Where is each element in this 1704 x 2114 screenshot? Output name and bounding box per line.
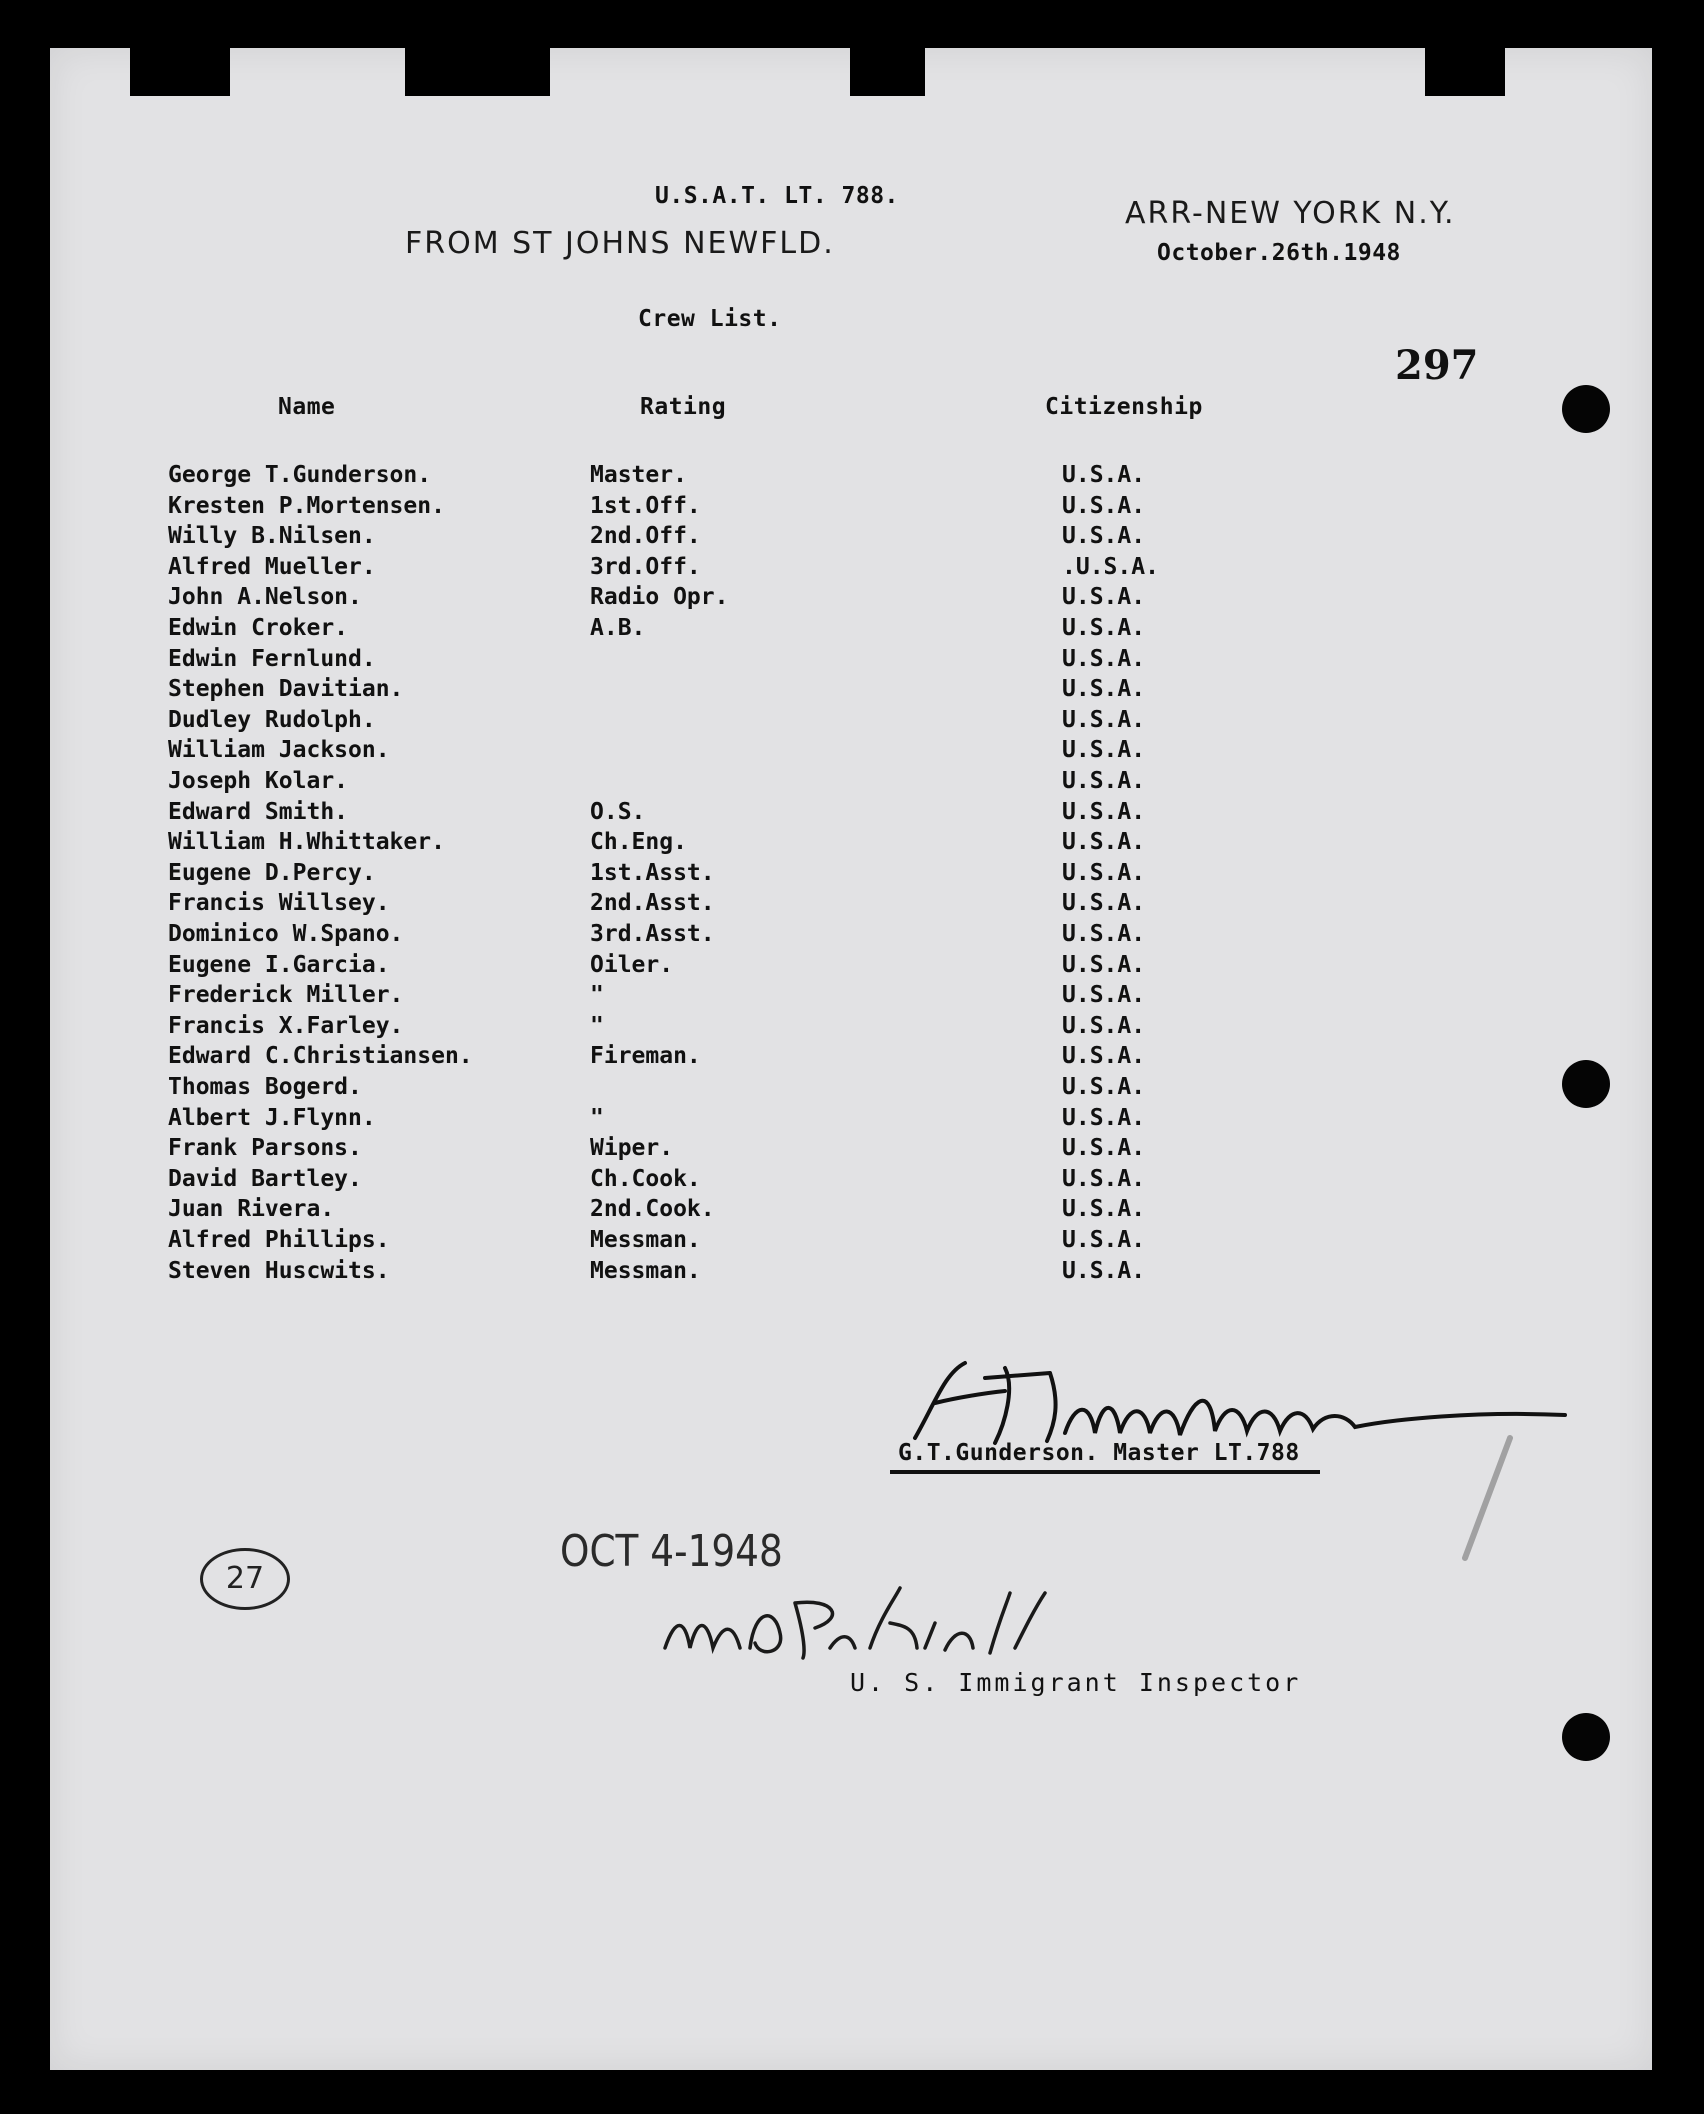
binding-notch (850, 48, 925, 96)
crew-name: Alfred Mueller. (168, 553, 376, 580)
crew-name: Eugene D.Percy. (168, 859, 376, 886)
crew-row (50, 768, 1250, 798)
crew-citizenship: U.S.A. (1062, 1196, 1146, 1223)
crew-name: Alfred Phillips. (168, 1227, 390, 1253)
crew-citizenship: U.S.A. (1062, 584, 1146, 611)
crew-row (50, 462, 1250, 492)
crew-row (50, 829, 1250, 859)
crew-row (50, 921, 1250, 951)
crew-citizenship: U.S.A. (1062, 676, 1146, 703)
crew-row (50, 1227, 1250, 1257)
crew-citizenship: U.S.A. (1062, 829, 1146, 856)
master-typed-name: G.T.Gunderson. Master LT.788 (898, 1440, 1300, 1466)
crew-name: Stephen Davitian. (168, 676, 404, 703)
crew-name: Frederick Miller. (168, 982, 404, 1009)
crew-row (50, 646, 1250, 676)
document-page (50, 48, 1652, 2070)
departure-port: FROM ST JOHNS NEWFLD. (405, 226, 835, 261)
crew-name: Edwin Croker. (168, 615, 349, 641)
crew-rating: Fireman. (590, 1043, 701, 1070)
crew-rating: Ch.Eng. (590, 829, 687, 856)
crew-name: Edward Smith. (168, 798, 349, 825)
crew-row (50, 952, 1250, 982)
column-header-citizenship: Citizenship (1045, 394, 1203, 420)
crew-rating: " (590, 1104, 604, 1131)
crew-rating: O.S. (590, 798, 646, 825)
crew-row (50, 584, 1250, 614)
crew-citizenship: U.S.A. (1062, 982, 1146, 1009)
crew-name: Francis X.Farley. (168, 1012, 404, 1039)
crew-rating: 2nd.Off. (590, 523, 701, 550)
document-title: Crew List. (638, 306, 782, 332)
crew-row (50, 1258, 1250, 1288)
crew-citizenship: U.S.A. (1062, 1135, 1146, 1162)
crew-name: Thomas Bogerd. (168, 1074, 362, 1100)
punch-hole (1562, 385, 1610, 433)
crew-citizenship: U.S.A. (1062, 706, 1146, 733)
crew-citizenship: U.S.A. (1062, 1074, 1146, 1100)
crew-name: Francis Willsey. (168, 890, 390, 917)
inspector-title: U. S. Immigrant Inspector (850, 1668, 1302, 1697)
crew-row (50, 707, 1250, 737)
crew-row (50, 493, 1250, 523)
crew-name: Dudley Rudolph. (168, 706, 376, 733)
crew-name: David Bartley. (168, 1165, 362, 1192)
page-number: 297 (1395, 342, 1479, 389)
crew-name: Albert J.Flynn. (168, 1104, 376, 1131)
crew-name: William Jackson. (168, 737, 390, 764)
crew-citizenship: U.S.A. (1062, 1012, 1146, 1039)
crew-citizenship: U.S.A. (1062, 523, 1146, 550)
crew-name: Willy B.Nilsen. (168, 523, 376, 550)
crew-citizenship: U.S.A. (1062, 798, 1146, 825)
crew-citizenship: U.S.A. (1062, 951, 1146, 978)
crew-citizenship: U.S.A. (1062, 890, 1146, 917)
inspector-signature (655, 1578, 1055, 1678)
crew-name: Eugene I.Garcia. (168, 951, 390, 978)
crew-rating: 3rd.Asst. (590, 921, 715, 947)
signature-underline (890, 1470, 1320, 1474)
crew-rating: Wiper. (590, 1135, 674, 1162)
crew-rating: " (590, 1012, 604, 1039)
master-signature-text: G.T. Gunderson (875, 1343, 884, 1344)
crew-rating: Messman. (590, 1257, 701, 1284)
crew-citizenship: U.S.A. (1062, 859, 1146, 886)
crew-citizenship: U.S.A. (1062, 1257, 1146, 1284)
crew-row (50, 1166, 1250, 1196)
vessel-name: U.S.A.T. LT. 788. (655, 183, 899, 209)
crew-row (50, 1074, 1250, 1104)
crew-name: Steven Huscwits. (168, 1257, 390, 1284)
binding-notch (130, 48, 230, 96)
crew-name: Edwin Fernlund. (168, 645, 376, 672)
crew-rating: 2nd.Asst. (590, 890, 715, 917)
crew-name: John A.Nelson. (168, 584, 362, 611)
crew-rating: " (590, 982, 604, 1009)
arrival-date: October.26th.1948 (1157, 240, 1401, 266)
crew-rating: Oiler. (590, 951, 674, 978)
crew-row (50, 890, 1250, 920)
crew-name: Juan Rivera. (168, 1196, 335, 1223)
crew-rating: 1st.Asst. (590, 859, 715, 886)
crew-citizenship: U.S.A. (1062, 921, 1146, 947)
punch-hole (1562, 1713, 1610, 1761)
crew-citizenship: .U.S.A. (1062, 553, 1159, 580)
crew-name: Kresten P.Mortensen. (168, 492, 445, 519)
binding-notch (405, 48, 550, 96)
crew-citizenship: U.S.A. (1062, 462, 1146, 488)
crew-citizenship: U.S.A. (1062, 768, 1146, 794)
crew-row (50, 1043, 1250, 1073)
crew-citizenship: U.S.A. (1062, 737, 1146, 764)
crew-rating: Radio Opr. (590, 584, 729, 611)
crew-name: George T.Gunderson. (168, 462, 432, 488)
crew-row (50, 982, 1250, 1012)
binding-notch (1425, 48, 1505, 96)
crew-citizenship: U.S.A. (1062, 615, 1146, 641)
crew-rating: Ch.Cook. (590, 1165, 701, 1192)
crew-row (50, 737, 1250, 767)
crew-citizenship: U.S.A. (1062, 1165, 1146, 1192)
crew-row (50, 860, 1250, 890)
inspector-signature-text: M S Pinfield (655, 1578, 663, 1579)
crew-citizenship: U.S.A. (1062, 1104, 1146, 1131)
column-header-name: Name (278, 394, 336, 420)
crew-citizenship: U.S.A. (1062, 492, 1146, 519)
crew-rating: 3rd.Off. (590, 553, 701, 580)
crew-row (50, 523, 1250, 553)
crew-row (50, 676, 1250, 706)
crew-rating: 1st.Off. (590, 492, 701, 519)
crew-rating: Messman. (590, 1227, 701, 1253)
crew-row (50, 1105, 1250, 1135)
circled-number: 27 (200, 1548, 290, 1610)
crew-name: Edward C.Christiansen. (168, 1043, 473, 1070)
crew-row (50, 1135, 1250, 1165)
punch-hole (1562, 1060, 1610, 1108)
date-stamp: OCT 4-1948 (560, 1526, 783, 1577)
crew-name: William H.Whittaker. (168, 829, 445, 856)
arrival-port: ARR-NEW YORK N.Y. (1125, 196, 1456, 231)
column-header-rating: Rating (640, 394, 727, 420)
crew-row (50, 1196, 1250, 1226)
crew-row (50, 615, 1250, 645)
crew-name: Joseph Kolar. (168, 768, 349, 794)
crew-rating: Master. (590, 462, 687, 488)
crew-row (50, 799, 1250, 829)
crew-rating: 2nd.Cook. (590, 1196, 715, 1223)
crew-rating: A.B. (590, 615, 646, 641)
crew-citizenship: U.S.A. (1062, 645, 1146, 672)
crew-row (50, 1013, 1250, 1043)
pencil-mark (1450, 1428, 1530, 1578)
crew-citizenship: U.S.A. (1062, 1227, 1146, 1253)
crew-citizenship: U.S.A. (1062, 1043, 1146, 1070)
crew-name: Dominico W.Spano. (168, 921, 404, 947)
crew-row (50, 554, 1250, 584)
crew-name: Frank Parsons. (168, 1135, 362, 1162)
